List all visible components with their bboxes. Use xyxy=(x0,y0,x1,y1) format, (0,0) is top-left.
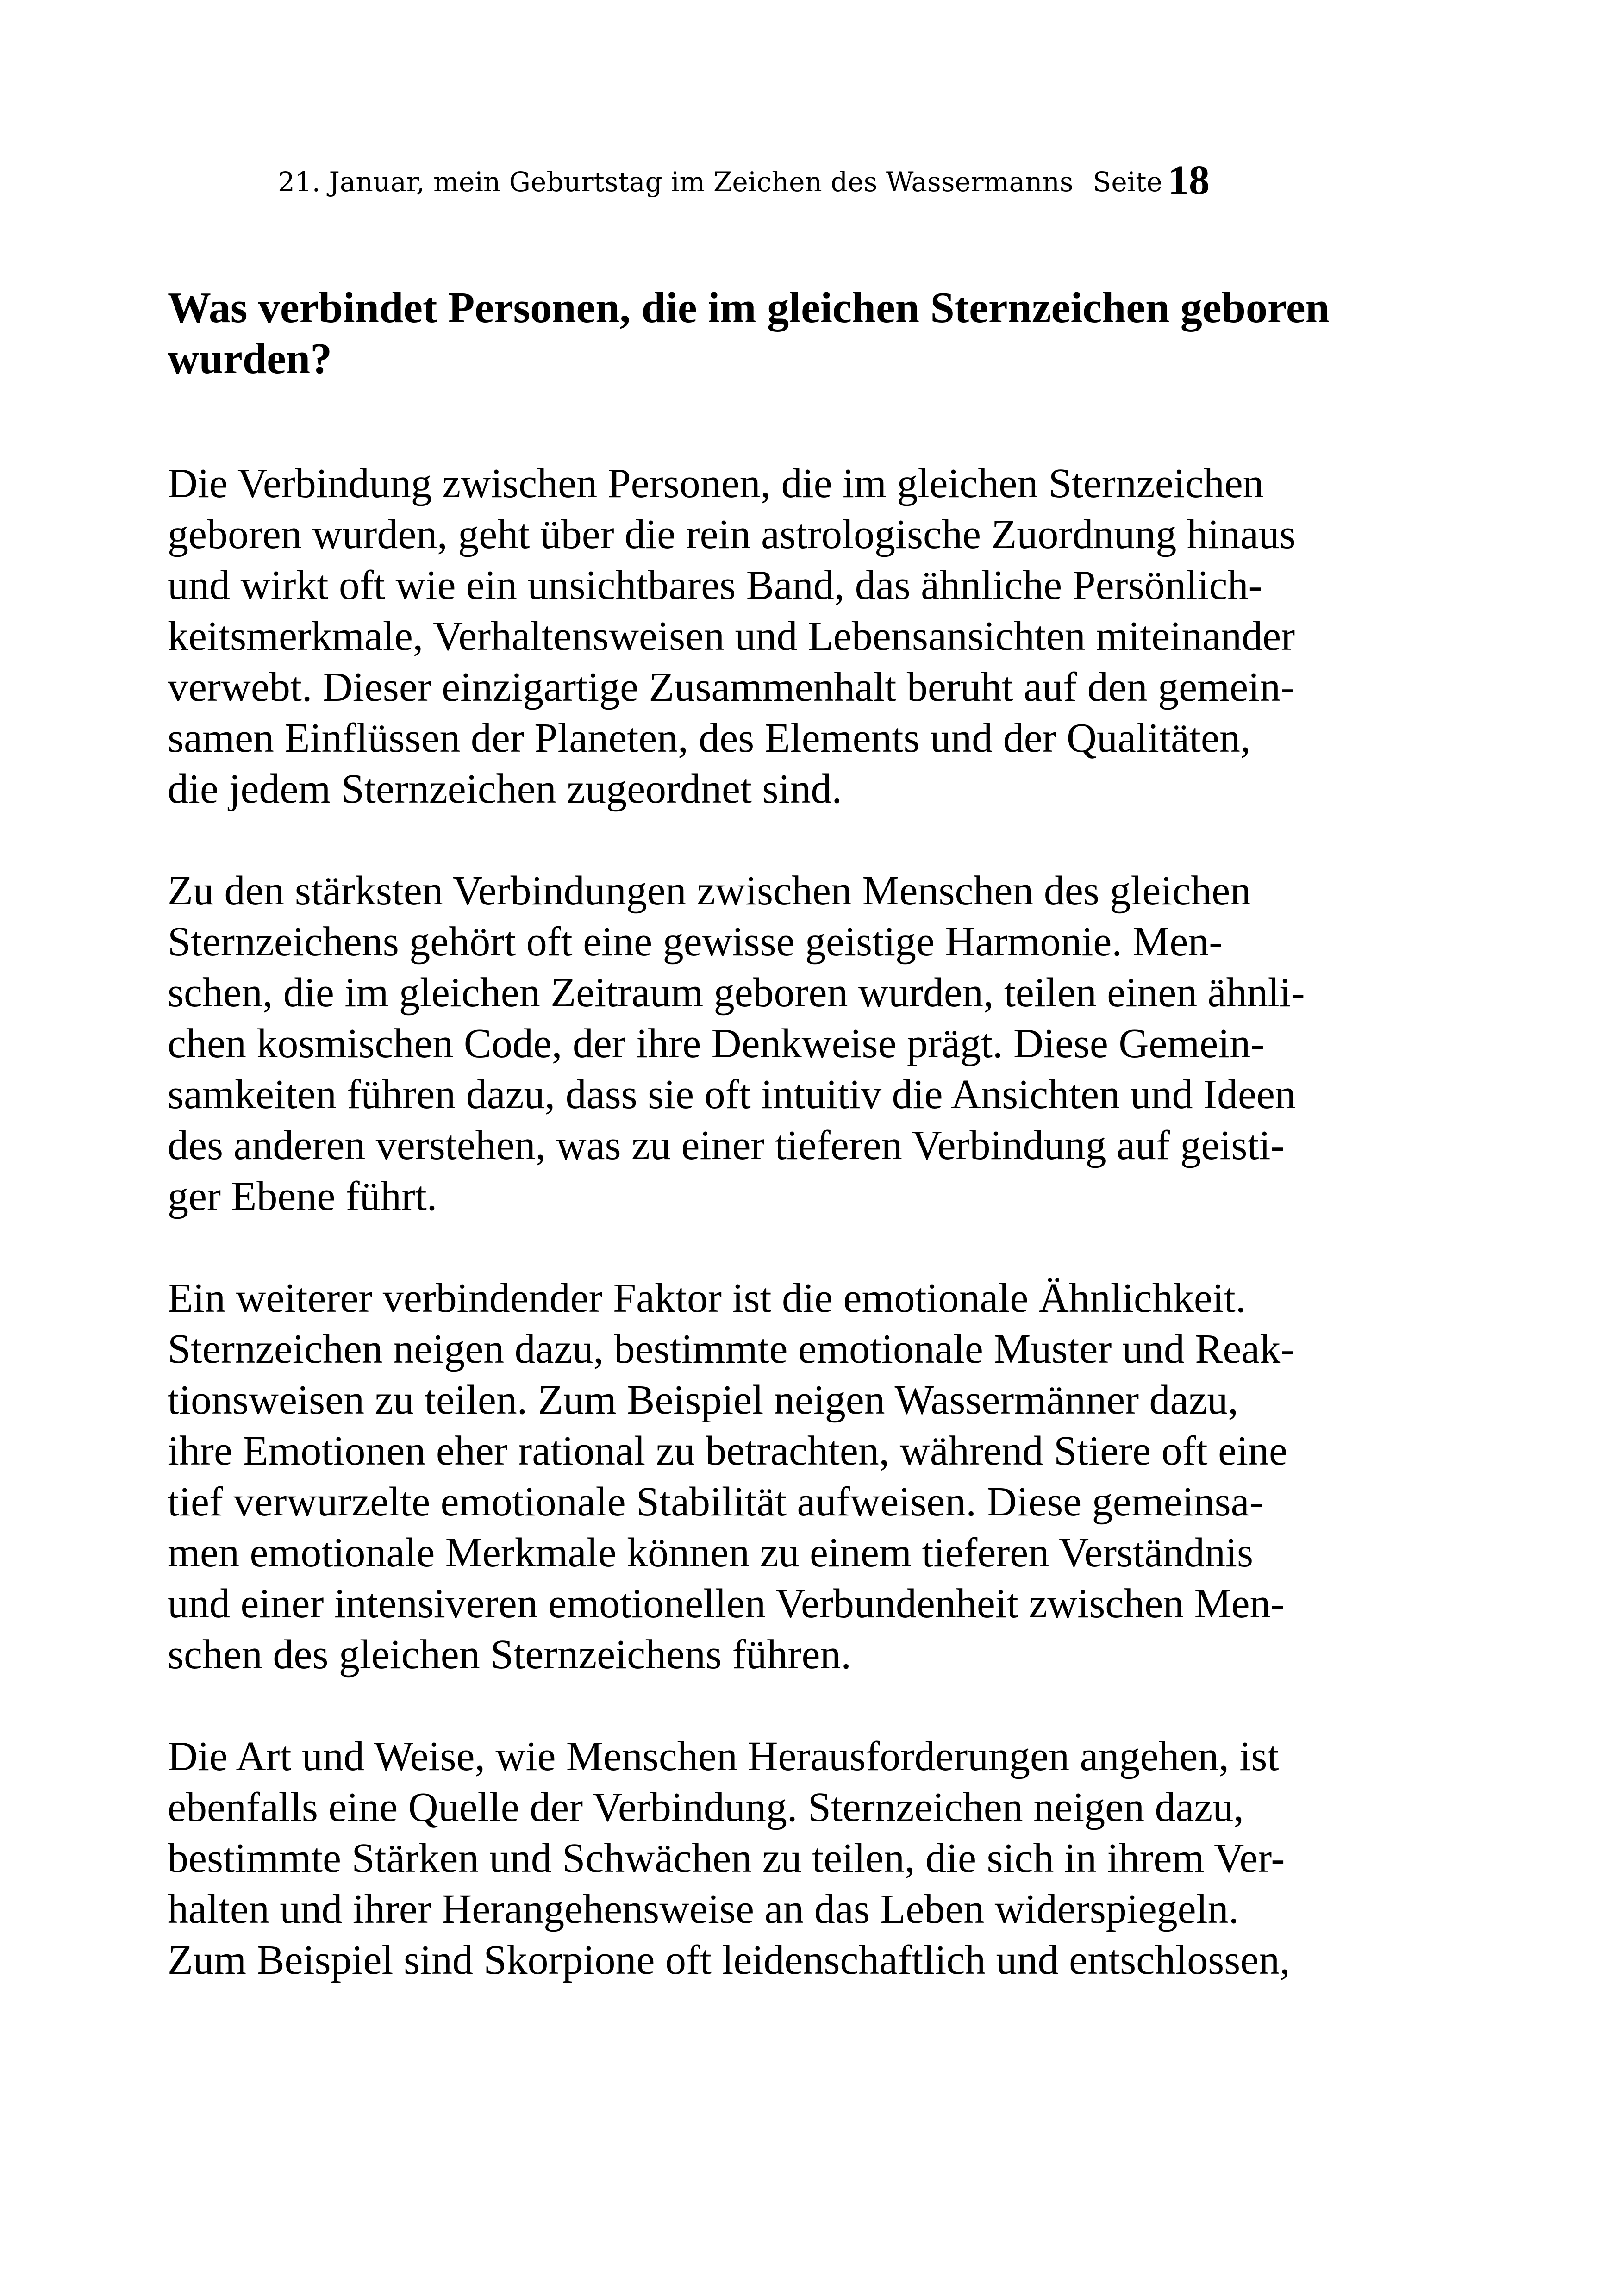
text-line: samen Einflüssen der Planeten, des Elements und der Qualitäten, xyxy=(168,715,1251,761)
text-line: tief verwurzelte emotionale Stabilität aufweisen. Diese gemeinsa- xyxy=(168,1479,1263,1525)
running-title: 21. Januar, mein Geburtstag im Zeichen des Wassermanns xyxy=(278,166,1074,198)
text-line: Zum Beispiel sind Skorpione oft leidenschaftlich und entschlossen, xyxy=(168,1937,1290,1983)
text-line: samkeiten führen dazu, dass sie oft intuitiv die Ansichten und Ideen xyxy=(168,1072,1296,1117)
text-line: die jedem Sternzeichen zugeordnet sind. xyxy=(168,766,842,812)
text-line: des anderen verstehen, was zu einer tieferen Verbindung auf geisti- xyxy=(168,1123,1285,1168)
text-line: und wirkt oft wie ein unsichtbares Band, das ähnliche Persönlich- xyxy=(168,562,1262,608)
section-heading xyxy=(168,282,1459,384)
text-line: Sternzeichen neigen dazu, bestimmte emotionale Muster und Reak- xyxy=(168,1326,1295,1372)
heading-line: wurden? xyxy=(168,335,332,383)
page-content xyxy=(168,282,1459,1986)
text-line: bestimmte Stärken und Schwächen zu teilen, die sich in ihrem Ver- xyxy=(168,1835,1285,1881)
text-line: ger Ebene führt. xyxy=(168,1173,437,1219)
text-line: ihre Emotionen eher rational zu betrachten, während Stiere oft eine xyxy=(168,1428,1287,1474)
running-header xyxy=(278,157,1343,203)
text-line: verwebt. Dieser einzigartige Zusammenhalt beruht auf den gemein- xyxy=(168,664,1295,710)
page-label: Seite xyxy=(1093,166,1162,198)
text-line: geboren wurden, geht über die rein astrologische Zuordnung hinaus xyxy=(168,511,1296,557)
text-line: Sternzeichens gehört oft eine gewisse geistige Harmonie. Men- xyxy=(168,919,1223,965)
paragraph xyxy=(168,1273,1459,1680)
text-line: Die Art und Weise, wie Menschen Herausforderungen angehen, ist xyxy=(168,1734,1279,1779)
text-line: chen kosmischen Code, der ihre Denkweise prägt. Diese Gemein- xyxy=(168,1021,1265,1066)
text-line: keitsmerkmale, Verhaltensweisen und Lebensansichten miteinander xyxy=(168,613,1295,659)
text-line: Zu den stärksten Verbindungen zwischen Menschen des gleichen xyxy=(168,868,1251,914)
text-line: halten und ihrer Herangehensweise an das Leben widerspiegeln. xyxy=(168,1886,1239,1932)
page-number: 18 xyxy=(1168,157,1210,203)
paragraph xyxy=(168,458,1459,815)
text-line: und einer intensiveren emotionellen Verbundenheit zwischen Men- xyxy=(168,1581,1285,1627)
paragraph xyxy=(168,866,1459,1222)
heading-line: Was verbindet Personen, die im gleichen Sternzeichen geboren xyxy=(168,284,1330,332)
paragraph xyxy=(168,1731,1459,1986)
text-line: schen des gleichen Sternzeichens führen. xyxy=(168,1632,851,1678)
text-line: men emotionale Merkmale können zu einem tieferen Verständnis xyxy=(168,1530,1254,1576)
text-line: Ein weiterer verbindender Faktor ist die emotionale Ähnlichkeit. xyxy=(168,1275,1246,1321)
text-line: ebenfalls eine Quelle der Verbindung. Sternzeichen neigen dazu, xyxy=(168,1784,1244,1830)
text-line: tionsweisen zu teilen. Zum Beispiel neigen Wassermänner dazu, xyxy=(168,1377,1238,1423)
text-line: Die Verbindung zwischen Personen, die im gleichen Sternzeichen xyxy=(168,461,1264,506)
text-line: schen, die im gleichen Zeitraum geboren wurden, teilen einen ähnli- xyxy=(168,970,1305,1016)
